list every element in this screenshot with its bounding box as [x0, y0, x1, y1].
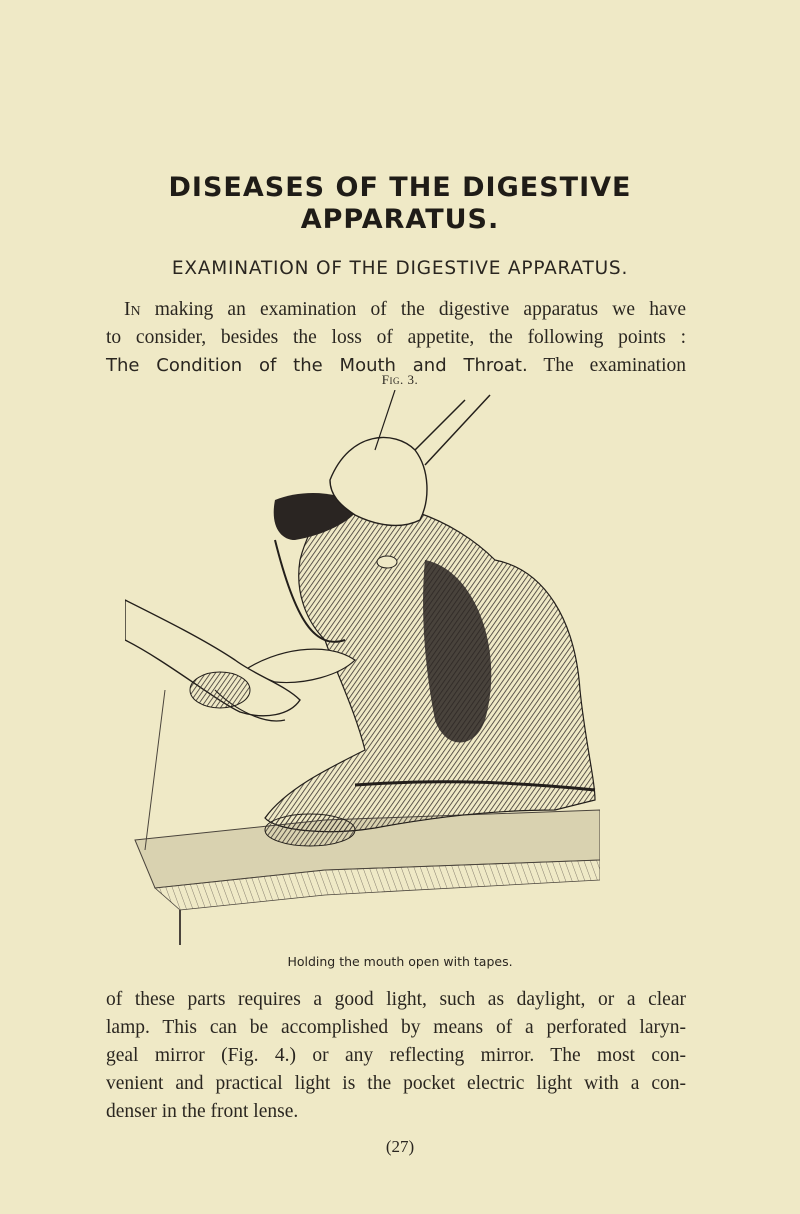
paragraph-line: [106, 296, 686, 324]
drop-word: In: [124, 299, 141, 320]
figure-caption: Holding the mouth open with tapes.: [287, 954, 513, 969]
figure-illustration: [125, 390, 600, 950]
figure-label: Fig. 3.: [381, 372, 419, 387]
paragraph-line: to consider, besides the loss of appetite, the following points :: [106, 327, 686, 348]
line-text: The examination: [543, 355, 687, 376]
paragraph-line: of these parts requires a good light, such as daylight, or a clear: [106, 989, 686, 1010]
paragraph-line: denser in the front lense.: [106, 1101, 299, 1122]
section-heading: EXAMINATION OF THE DIGESTIVE APPARATUS.: [171, 258, 629, 279]
paragraph-line: geal mirror (Fig. 4.) or any reflecting mirror. The most con-: [106, 1045, 686, 1066]
dog-drawing: [245, 493, 595, 832]
page-number: (27): [385, 1137, 415, 1156]
paragraph-intro: [106, 296, 686, 380]
line-text: making an examination of the digestive apparatus we have: [154, 299, 687, 320]
point-subheading: The Condition of the Mouth and Throat.: [106, 355, 528, 376]
paragraph-continued: [106, 986, 686, 1126]
paragraph-line: lamp. This can be accomplished by means of a perforated laryn-: [106, 1017, 686, 1038]
chapter-title-line-1: DISEASES OF THE DIGESTIVE: [168, 172, 632, 203]
paragraph-line: venient and practical light is the pocket electric light with a con-: [106, 1073, 686, 1094]
chapter-title-line-2: APPARATUS.: [300, 204, 500, 235]
